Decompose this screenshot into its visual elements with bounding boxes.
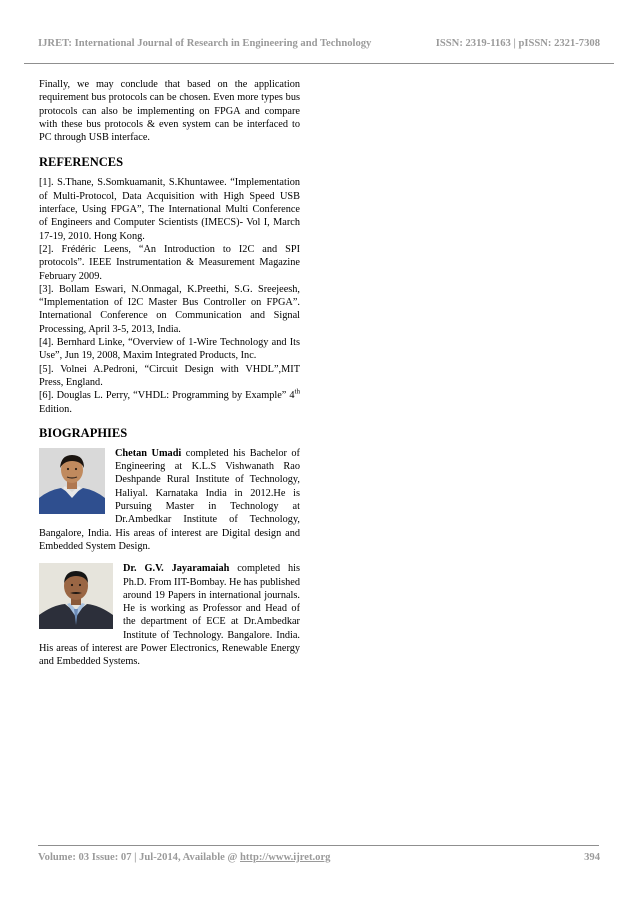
journal-name: IJRET: International Journal of Research in Engineering and Technology (38, 38, 372, 49)
author-name-2: Dr. G.V. Jayaramaiah (123, 563, 230, 575)
biographies-heading: BIOGRAPHIES (39, 425, 128, 440)
issn: ISSN: 2319-1163 | pISSN: 2321-7308 (435, 38, 600, 49)
reference-6-suffix: Edition. (39, 403, 72, 415)
author-photo-2-image (39, 563, 113, 629)
biography-1-body: completed his Bachelor of Engineering at K.L.S Vishwanath Rao Deshpande Rural Institute of Technology, Haliyal. Karnataka India in 2012.He is Pursuing Master in Technology at Dr.Ambedkar Institute of Technology, Bangalore, India. His areas of interest are Digital design and Embedded System Design. (39, 447, 300, 552)
reference-1: [1]. S.Thane, S.Somkuamanit, S.Khuntawee. “Implementation of Multi-Protocol, Data Acquisition with High Speed USB interface, Using FPGA”, The International Multi Conference of Engineers and Computer Scientists (IMECS)- Vol I, March 17-19, 2010. Hong Kong. (39, 177, 300, 242)
page-number: 394 (584, 852, 600, 863)
journal-link[interactable]: http://www.ijret.org (240, 852, 331, 863)
biography-1 (39, 447, 300, 553)
biography-2 (39, 562, 300, 668)
reference-list (39, 176, 300, 415)
author-photo-1 (39, 448, 105, 514)
reference-2: [2]. Frédéric Leens, “An Introduction to I2C and SPI protocols”. IEEE Instrumentation & Measurement Magazine February 2009. (39, 243, 300, 282)
volume-info (38, 852, 330, 863)
volume-text: Volume: 03 Issue: 07 | Jul-2014, Available @ (38, 852, 241, 863)
reference-6 (39, 389, 300, 416)
page-footer (38, 852, 600, 863)
reference-4: [4]. Bernhard Linke, “Overview of 1-Wire Technology and Its Use”, Jun 19, 2008, Maxim Integrated Products, Inc. (39, 337, 300, 362)
biography-2-body: completed his Ph.D. From IIT-Bombay. He has published around 19 Papers in international journals. He is working as Professor and Head of the department of ECE at Dr.Ambedkar Institute of Technology. Bangalore. India. His areas of interest are Power Electronics, Renewable Energy and Embedded Systems. (39, 563, 300, 668)
reference-6-text: [6]. Douglas L. Perry, “VHDL: Programming by Example” 4 (39, 390, 295, 402)
conclusion-paragraph: Finally, we may conclude that based on the application requirement bus protocols can be chosen. Even more types bus protocols can also be implementing on FPGA and compare with these bus protocols & even system can be interfaced to PC through USB interface. (39, 79, 300, 144)
footer-rule (38, 845, 599, 846)
author-name-1: Chetan Umadi (115, 447, 182, 459)
author-photo-2 (39, 563, 113, 629)
author-photo-1-image (39, 448, 105, 514)
header-rule (24, 63, 614, 64)
left-column (39, 78, 300, 669)
page-header (38, 38, 600, 49)
references-heading: REFERENCES (39, 155, 124, 170)
reference-6-superscript: th (294, 387, 300, 396)
reference-3: [3]. Bollam Eswari, N.Onmagal, K.Preethi, S.G. Sreejeesh, “Implementation of I2C Master Bus Controller on FPGA”. International Conference on Communication and Signal Processing, April 3-5, 2013, India. (39, 283, 300, 335)
reference-5: [5]. Volnei A.Pedroni, “Circuit Design with VHDL”,MIT Press, England. (39, 363, 300, 388)
